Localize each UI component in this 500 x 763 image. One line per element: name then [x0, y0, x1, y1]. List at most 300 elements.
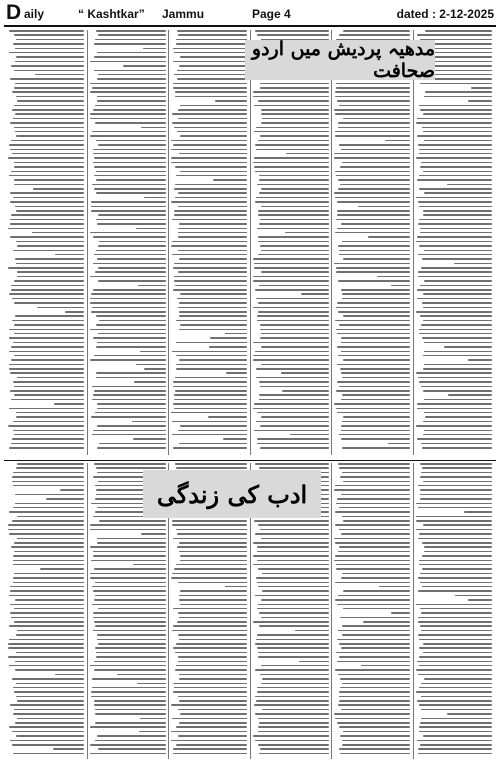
- text-line: [14, 691, 85, 693]
- text-line: [179, 617, 248, 619]
- text-line: [260, 337, 329, 339]
- text-line: [172, 524, 247, 526]
- text-line: [174, 210, 248, 212]
- text-line: [179, 443, 247, 445]
- text-line: [17, 630, 85, 632]
- text-line: [176, 643, 248, 645]
- text-line: [171, 740, 247, 742]
- text-line: [419, 206, 492, 208]
- text-line: [175, 184, 247, 186]
- text-line: [262, 709, 329, 711]
- masthead-date: dated : 2-12-2025: [396, 7, 494, 21]
- text-line: [423, 113, 492, 115]
- text-line: [175, 166, 247, 168]
- text-line: [424, 412, 492, 414]
- text-line: [96, 467, 166, 469]
- text-line: [388, 443, 411, 445]
- text-line: [174, 280, 248, 282]
- text-line: [420, 476, 492, 478]
- text-line: [14, 34, 85, 36]
- text-line: [93, 109, 166, 111]
- text-line: [418, 201, 492, 203]
- text-line: [174, 127, 247, 129]
- text-line: [418, 753, 492, 755]
- text-line: [92, 687, 166, 689]
- text-line: [8, 267, 84, 269]
- text-line: [253, 564, 329, 566]
- text-line: [9, 52, 85, 54]
- text-line: [420, 494, 492, 496]
- text-line: [132, 421, 166, 423]
- text-line: [337, 100, 411, 102]
- text-line: [418, 590, 492, 592]
- text-line: [17, 718, 85, 720]
- text-line: [256, 700, 329, 702]
- text-line: [261, 665, 329, 667]
- text-line: [9, 293, 84, 295]
- text-line: [337, 346, 410, 348]
- text-line: [180, 560, 248, 562]
- text-line: [17, 377, 85, 379]
- text-line: [10, 586, 85, 588]
- text-line: [255, 533, 329, 535]
- text-line: [179, 302, 247, 304]
- text-line: [90, 744, 166, 746]
- text-line: [335, 197, 410, 199]
- text-line: [255, 144, 329, 146]
- text-line: [254, 403, 329, 405]
- text-line: [338, 463, 411, 465]
- text-line: [341, 372, 410, 374]
- text-line: [424, 430, 492, 432]
- text-line: [15, 315, 85, 317]
- text-line: [14, 162, 84, 164]
- text-line: [90, 91, 166, 93]
- text-line: [339, 656, 410, 658]
- text-line: [16, 416, 84, 418]
- text-line: [92, 604, 166, 606]
- text-line: [171, 412, 247, 414]
- text-line: [172, 113, 248, 115]
- text-line: [342, 447, 411, 449]
- text-line: [179, 551, 248, 553]
- text-line: [468, 599, 492, 601]
- text-line: [139, 731, 166, 733]
- text-line: [340, 184, 411, 186]
- text-line: [423, 434, 492, 436]
- text-line: [423, 735, 492, 737]
- text-line: [134, 381, 166, 383]
- text-line: [180, 425, 247, 427]
- text-line: [13, 381, 85, 383]
- text-line: [223, 438, 248, 440]
- text-line: [178, 192, 248, 194]
- text-line: [259, 285, 329, 287]
- text-line: [173, 608, 247, 610]
- text-line: [336, 175, 411, 177]
- text-line: [11, 289, 85, 291]
- text-line: [424, 551, 492, 553]
- text-line: [253, 307, 329, 309]
- text-line: [98, 214, 166, 216]
- text-line: [257, 608, 329, 610]
- text-line: [261, 346, 329, 348]
- text-line: [339, 507, 411, 509]
- text-line: [10, 372, 84, 374]
- text-line: [295, 630, 329, 632]
- text-line: [258, 652, 329, 654]
- text-line: [174, 52, 247, 54]
- text-line: [421, 443, 492, 445]
- text-line: [422, 467, 492, 469]
- text-line: [178, 709, 248, 711]
- text-line: [257, 647, 329, 649]
- text-line: [173, 538, 247, 540]
- text-line: [94, 621, 166, 623]
- text-line: [13, 555, 85, 557]
- text-line: [178, 271, 248, 273]
- text-line: [337, 661, 410, 663]
- text-line: [419, 245, 492, 247]
- text-line: [32, 232, 85, 234]
- text-line: [418, 271, 492, 273]
- text-line: [258, 210, 329, 212]
- text-line: [417, 298, 492, 300]
- text-line: [340, 476, 410, 478]
- text-line: [9, 175, 85, 177]
- text-line: [255, 696, 329, 698]
- text-line: [94, 56, 166, 58]
- text-line: [178, 236, 247, 238]
- text-line: [334, 157, 410, 159]
- text-line: [425, 30, 492, 32]
- text-line: [173, 144, 248, 146]
- text-line: [123, 65, 166, 67]
- text-line: [421, 472, 492, 474]
- text-line: [93, 337, 166, 339]
- text-line: [15, 48, 84, 50]
- text-line: [55, 674, 84, 676]
- text-line: [256, 298, 329, 300]
- text-line: [257, 634, 329, 636]
- text-line: [422, 258, 492, 260]
- text-line: [336, 564, 411, 566]
- text-column: [6, 463, 87, 759]
- text-line: [417, 179, 492, 181]
- text-line: [339, 700, 410, 702]
- text-line: [337, 722, 411, 724]
- text-line: [343, 731, 410, 733]
- text-line: [253, 408, 329, 410]
- text-line: [418, 254, 492, 256]
- text-line: [253, 342, 329, 344]
- text-line: [144, 197, 166, 199]
- text-line: [175, 377, 248, 379]
- text-line: [261, 538, 329, 540]
- text-line: [257, 438, 329, 440]
- text-line: [420, 625, 492, 627]
- text-line: [261, 617, 329, 619]
- text-line: [10, 236, 84, 238]
- text-line: [339, 643, 410, 645]
- text-line: [336, 87, 410, 89]
- text-line: [340, 617, 411, 619]
- text-line: [93, 430, 166, 432]
- text-line: [178, 612, 248, 614]
- text-line: [225, 333, 248, 335]
- text-line: [96, 652, 166, 654]
- text-line: [90, 524, 166, 526]
- text-line: [12, 91, 85, 93]
- text-line: [12, 744, 85, 746]
- text-line: [339, 144, 411, 146]
- text-line: [421, 324, 492, 326]
- text-column: [169, 30, 250, 455]
- masthead-initial: D: [6, 1, 22, 24]
- text-line: [12, 320, 84, 322]
- text-line: [419, 533, 492, 535]
- text-line: [335, 582, 410, 584]
- text-line: [96, 219, 166, 221]
- text-line: [172, 122, 248, 124]
- text-line: [173, 403, 248, 405]
- text-line: [258, 140, 329, 142]
- text-line: [420, 109, 492, 111]
- text-line: [179, 223, 247, 225]
- text-line: [177, 70, 247, 72]
- text-line: [255, 669, 329, 671]
- text-line: [416, 425, 492, 427]
- text-line: [10, 740, 84, 742]
- text-line: [253, 359, 329, 361]
- text-line: [179, 315, 247, 317]
- text-line: [339, 254, 410, 256]
- text-line: [98, 74, 166, 76]
- text-line: [342, 634, 410, 636]
- text-line: [424, 280, 492, 282]
- text-line: [419, 704, 492, 706]
- text-line: [175, 197, 248, 199]
- text-line: [342, 293, 410, 295]
- text-line: [447, 184, 492, 186]
- text-line: [97, 100, 166, 102]
- text-line: [98, 280, 166, 282]
- text-line: [13, 582, 84, 584]
- text-line: [257, 320, 329, 322]
- text-line: [419, 329, 492, 331]
- text-line: [421, 709, 492, 711]
- text-line: [174, 408, 247, 410]
- text-line: [256, 368, 329, 370]
- text-line: [339, 105, 411, 107]
- text-line: [94, 568, 166, 570]
- text-column: [332, 463, 413, 759]
- text-line: [172, 630, 247, 632]
- text-column: [251, 30, 332, 455]
- text-line: [341, 577, 410, 579]
- text-line: [95, 647, 166, 649]
- text-line: [175, 96, 248, 98]
- text-line: [334, 109, 410, 111]
- text-line: [448, 394, 492, 396]
- text-line: [98, 144, 166, 146]
- text-line: [424, 250, 492, 252]
- text-line: [173, 753, 248, 755]
- text-line: [262, 590, 329, 592]
- text-line: [16, 56, 85, 58]
- text-line: [133, 438, 166, 440]
- text-line: [173, 87, 247, 89]
- text-line: [213, 179, 247, 181]
- text-line: [8, 524, 84, 526]
- text-line: [419, 219, 492, 221]
- text-line: [17, 276, 85, 278]
- text-line: [257, 560, 329, 562]
- text-line: [260, 447, 329, 449]
- text-line: [338, 188, 410, 190]
- text-line: [419, 726, 492, 728]
- text-line: [416, 241, 492, 243]
- text-line: [17, 463, 84, 465]
- text-line: [16, 135, 84, 137]
- top-article-body: [6, 30, 494, 455]
- text-line: [416, 669, 492, 671]
- text-line: [94, 704, 166, 706]
- text-line: [175, 91, 247, 93]
- text-line: [13, 713, 84, 715]
- text-line: [418, 276, 492, 278]
- text-line: [17, 700, 85, 702]
- text-line: [9, 30, 85, 32]
- text-line: [391, 612, 410, 614]
- text-line: [260, 135, 329, 137]
- text-line: [14, 621, 85, 623]
- text-line: [90, 83, 166, 85]
- text-line: [136, 364, 166, 366]
- text-line: [343, 258, 411, 260]
- text-line: [16, 263, 84, 265]
- text-line: [341, 647, 411, 649]
- text-line: [423, 390, 492, 392]
- text-line: [260, 386, 329, 388]
- text-line: [174, 276, 248, 278]
- text-line: [180, 293, 248, 295]
- text-line: [174, 394, 248, 396]
- text-line: [417, 661, 492, 663]
- text-line: [175, 652, 248, 654]
- text-line: [179, 674, 248, 676]
- text-line: [335, 131, 411, 133]
- text-line: [9, 368, 85, 370]
- masthead-page-number: Page 4: [252, 7, 291, 21]
- text-line: [92, 307, 166, 309]
- text-line: [93, 153, 166, 155]
- text-line: [180, 324, 248, 326]
- text-column: [88, 30, 169, 455]
- text-line: [342, 241, 411, 243]
- text-line: [368, 236, 411, 238]
- text-line: [54, 403, 84, 405]
- text-line: [17, 538, 85, 540]
- text-line: [418, 748, 492, 750]
- text-line: [336, 503, 411, 505]
- text-line: [15, 494, 85, 496]
- text-line: [261, 122, 329, 124]
- text-line: [338, 704, 410, 706]
- text-line: [173, 683, 248, 685]
- text-line: [258, 656, 329, 658]
- text-line: [336, 390, 410, 392]
- text-line: [16, 467, 85, 469]
- text-line: [92, 87, 166, 89]
- text-line: [15, 113, 85, 115]
- text-line: [422, 127, 492, 129]
- text-line: [417, 740, 492, 742]
- text-line: [339, 434, 411, 436]
- text-line: [178, 109, 247, 111]
- text-line: [418, 674, 492, 676]
- text-line: [343, 416, 410, 418]
- text-line: [255, 201, 329, 203]
- text-line: [259, 381, 329, 383]
- text-line: [420, 744, 492, 746]
- text-line: [261, 683, 329, 685]
- text-line: [416, 516, 492, 518]
- text-line: [13, 507, 84, 509]
- text-line: [10, 219, 85, 221]
- text-line: [98, 748, 166, 750]
- text-line: [420, 463, 492, 465]
- text-line: [261, 206, 329, 208]
- text-line: [335, 718, 411, 720]
- text-line: [90, 359, 166, 361]
- text-line: [255, 463, 329, 465]
- text-line: [260, 245, 329, 247]
- text-line: [35, 74, 84, 76]
- text-line: [338, 127, 411, 129]
- text-line: [418, 144, 492, 146]
- text-line: [424, 351, 492, 353]
- text-line: [172, 351, 248, 353]
- text-line: [422, 447, 492, 449]
- text-line: [14, 394, 85, 396]
- text-line: [342, 162, 411, 164]
- text-line: [171, 162, 247, 164]
- text-line: [176, 665, 247, 667]
- text-line: [419, 687, 492, 689]
- text-line: [176, 564, 248, 566]
- text-line: [253, 355, 329, 357]
- text-line: [96, 192, 166, 194]
- text-line: [423, 320, 492, 322]
- text-line: [93, 149, 166, 151]
- text-line: [335, 232, 411, 234]
- text-line: [136, 228, 166, 230]
- text-line: [258, 241, 329, 243]
- text-line: [337, 333, 411, 335]
- text-line: [180, 590, 248, 592]
- text-line: [90, 726, 166, 728]
- text-line: [9, 625, 85, 627]
- text-line: [90, 135, 166, 137]
- text-line: [258, 214, 329, 216]
- text-line: [16, 241, 84, 243]
- text-line: [261, 416, 329, 418]
- text-line: [99, 320, 166, 322]
- text-line: [338, 355, 411, 357]
- text-line: [96, 30, 166, 32]
- text-line: [14, 324, 84, 326]
